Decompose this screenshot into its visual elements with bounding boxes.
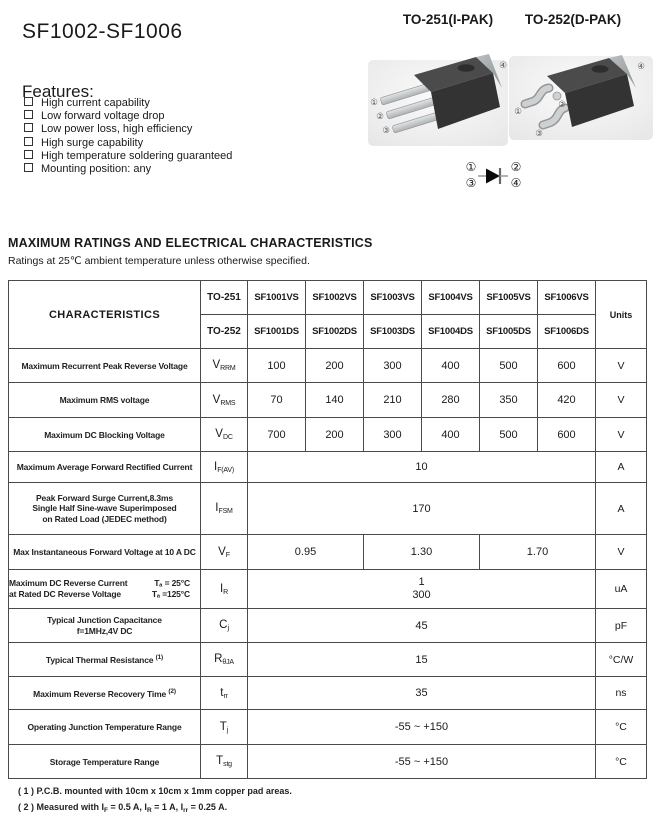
footnote-sub: R	[146, 807, 152, 814]
checkbox-icon	[24, 163, 33, 172]
rating-value: 500	[480, 418, 538, 452]
rating-value: 1.30	[364, 535, 480, 570]
footnote-text: = 1 A, I	[151, 802, 184, 812]
unit-cell: ns	[596, 677, 647, 710]
units-header-cell: Units	[596, 281, 647, 349]
pin-label-4: ④	[637, 61, 645, 71]
feature-text: High temperature soldering guaranteed	[41, 149, 233, 162]
part-number-cell: SF1002VS	[306, 281, 364, 315]
checkbox-icon	[24, 110, 33, 119]
diode-pin-1: ①	[465, 160, 477, 174]
diode-pin-4: ④	[510, 176, 522, 190]
footnote-sub: rr	[183, 807, 189, 814]
rating-value: -55 ~ +150	[248, 745, 596, 779]
feature-text: Low power loss, high efficiency	[41, 123, 193, 136]
label-line: Peak Forward Surge Current,8.3ms	[36, 492, 173, 503]
part-number-cell: SF1001DS	[248, 315, 306, 349]
feature-text: High surge capability	[41, 136, 144, 149]
section-title: MAXIMUM RATINGS AND ELECTRICAL CHARACTERISTICS	[8, 236, 373, 250]
part-number-cell: SF1005DS	[480, 315, 538, 349]
feature-text: Low forward voltage drop	[41, 110, 165, 123]
pin-label-1: ①	[514, 106, 522, 116]
label-line: Typical Junction Capacitance	[47, 615, 162, 625]
rating-value: 45	[248, 609, 596, 643]
rating-value: 400	[422, 418, 480, 452]
pin-label-2: ②	[558, 99, 566, 109]
rating-value: 500	[480, 349, 538, 383]
feature-text: High current capability	[41, 97, 150, 109]
footnote-sub: F	[104, 807, 108, 814]
symbol-cell	[201, 452, 248, 483]
symbol-cell	[201, 643, 248, 677]
checkbox-icon	[24, 137, 33, 146]
table-row	[9, 677, 647, 710]
symbol-base: I	[215, 502, 219, 514]
symbol-cell	[201, 383, 248, 418]
diode-symbol	[458, 152, 528, 197]
value-line: 1	[418, 576, 425, 588]
symbol-cell	[201, 535, 248, 570]
rating-value: 0.95	[248, 535, 364, 570]
label-line: on Rated Load (JEDEC method)	[42, 513, 167, 524]
symbol-sub: F	[225, 551, 230, 559]
table-row	[9, 383, 647, 418]
characteristic-label: Operating Junction Temperature Range	[9, 710, 201, 745]
table-row	[9, 483, 647, 535]
table-row	[9, 452, 647, 483]
feature-item	[24, 123, 232, 136]
package-cell: TO-252	[201, 315, 248, 349]
pin-label-2: ②	[376, 111, 384, 121]
checkbox-icon	[24, 150, 33, 159]
to251-dimple	[458, 64, 475, 72]
symbol-cell	[201, 570, 248, 609]
characteristics-header-cell: CHARACTERISTICS	[9, 281, 201, 349]
package-title-to252: TO-252(D-PAK)	[524, 12, 622, 27]
symbol-sub: RMS	[220, 399, 236, 407]
symbol-sub: RRM	[220, 365, 236, 372]
characteristic-label	[9, 677, 201, 710]
to252-dimple	[592, 65, 609, 73]
symbol-cell	[201, 418, 248, 452]
part-number-cell: SF1004VS	[422, 281, 480, 315]
label-text: Typical Thermal Resistance	[45, 655, 154, 665]
label-line	[9, 589, 200, 600]
pin-label-3: ③	[535, 128, 543, 138]
table-row	[9, 418, 647, 452]
symbol-sub: j	[226, 726, 229, 734]
unit-cell: V	[596, 383, 647, 418]
feature-item	[24, 110, 232, 123]
features-heading: Features:	[22, 82, 94, 101]
unit-cell: pF	[596, 609, 647, 643]
symbol-sub: stg	[223, 761, 232, 768]
rating-value: 140	[306, 383, 364, 418]
symbol-sub: DC	[222, 434, 233, 441]
symbol-cell	[201, 710, 248, 745]
table-header-row	[9, 281, 647, 315]
diode-pin-3: ③	[465, 176, 477, 190]
symbol-base: T	[216, 755, 224, 767]
label-text: Maximum Reverse Recovery Time	[33, 688, 167, 699]
part-number-cell: SF1003DS	[364, 315, 422, 349]
part-number-cell: SF1002DS	[306, 315, 364, 349]
label-text: Maximum DC Reverse Current	[9, 578, 128, 588]
label-line: f=1MHz,4V DC	[76, 625, 133, 636]
rating-value: 170	[248, 483, 596, 535]
footnotes	[18, 783, 292, 819]
condition-text: Tₐ = 25°C	[154, 578, 190, 588]
pin-label-3: ③	[382, 125, 390, 135]
unit-cell: °C	[596, 710, 647, 745]
pin-label-1: ①	[370, 97, 378, 107]
unit-cell: V	[596, 349, 647, 383]
characteristic-label	[9, 483, 201, 535]
footnote-1: ( 1 ) P.C.B. mounted with 10cm x 10cm x 1mm copper pad areas.	[18, 786, 292, 796]
diode-pin-2: ②	[510, 160, 522, 174]
rating-value: 300	[364, 418, 422, 452]
unit-cell: A	[596, 483, 647, 535]
symbol-sub: rr	[223, 692, 228, 700]
part-number-cell: SF1005VS	[480, 281, 538, 315]
characteristic-label: Storage Temperature Range	[9, 745, 201, 779]
rating-value: 280	[422, 383, 480, 418]
symbol-cell	[201, 609, 248, 643]
symbol-sub: θJA	[222, 659, 234, 666]
unit-cell: A	[596, 452, 647, 483]
value-line: 300	[412, 589, 431, 601]
pin-label-4: ④	[499, 60, 507, 70]
symbol-cell	[201, 483, 248, 535]
rating-value: 350	[480, 383, 538, 418]
rating-value: 700	[248, 418, 306, 452]
footnote-ref: (1)	[155, 654, 164, 661]
characteristic-label: Maximum Recurrent Peak Reverse Voltage	[9, 349, 201, 383]
symbol-base: V	[212, 359, 221, 371]
footnote-ref: (2)	[168, 687, 176, 695]
table-row	[9, 535, 647, 570]
characteristic-label	[9, 570, 201, 609]
table-row	[9, 349, 647, 383]
characteristic-label: Max Instantaneous Forward Voltage at 10 A DC	[9, 535, 201, 570]
unit-cell: V	[596, 535, 647, 570]
table-row	[9, 745, 647, 779]
table-row	[9, 609, 647, 643]
diode-triangle-icon	[486, 169, 500, 184]
characteristic-label: Maximum DC Blocking Voltage	[9, 418, 201, 452]
symbol-sub: R	[223, 588, 229, 596]
rating-value: 200	[306, 349, 364, 383]
rating-value: 200	[306, 418, 364, 452]
section-subtitle: Ratings at 25℃ ambient temperature unless otherwise specified.	[8, 255, 310, 267]
unit-cell: V	[596, 418, 647, 452]
label-text: at Rated DC Reverse Voltage	[9, 589, 121, 599]
symbol-sub: F(AV)	[217, 466, 234, 474]
features-list	[24, 97, 232, 176]
symbol-sub: FSM	[218, 508, 233, 515]
feature-text: Mounting position: any	[41, 163, 152, 176]
symbol-base: V	[212, 393, 221, 406]
rating-value: -55 ~ +150	[248, 710, 596, 745]
part-number-cell: SF1006DS	[538, 315, 596, 349]
part-number-cell: SF1003VS	[364, 281, 422, 315]
rating-value: 100	[248, 349, 306, 383]
footnote-text: ( 2 ) Measured with I	[18, 802, 105, 812]
checkbox-icon	[24, 123, 33, 132]
symbol-base: T	[219, 720, 227, 733]
ratings-table	[8, 280, 647, 779]
part-number-cell: SF1001VS	[248, 281, 306, 315]
symbol-base: V	[215, 428, 223, 440]
rating-value: 15	[248, 643, 596, 677]
table-row	[9, 643, 647, 677]
symbol-base: V	[218, 545, 226, 558]
rating-value: 420	[538, 383, 596, 418]
rating-value: 600	[538, 349, 596, 383]
rating-value	[248, 570, 596, 609]
part-number-cell: SF1006VS	[538, 281, 596, 315]
characteristic-label: Maximum RMS voltage	[9, 383, 201, 418]
symbol-base: I	[214, 460, 218, 473]
unit-cell: uA	[596, 570, 647, 609]
rating-value: 1.70	[480, 535, 596, 570]
label-line	[9, 578, 200, 589]
rating-value: 70	[248, 383, 306, 418]
symbol-base: C	[219, 619, 228, 631]
package-title-to251: TO-251(I-PAK)	[402, 12, 494, 27]
rating-value: 210	[364, 383, 422, 418]
condition-text: Tₐ =125°C	[151, 589, 190, 599]
feature-item	[24, 163, 232, 176]
to251-package-photo	[366, 42, 510, 148]
to252-package-photo	[505, 44, 657, 146]
characteristic-label	[9, 643, 201, 677]
part-number-cell: SF1004DS	[422, 315, 480, 349]
symbol-base: t	[220, 686, 224, 699]
footnote-text: = 0.25 A.	[188, 802, 228, 812]
feature-item	[24, 137, 232, 150]
symbol-sub: j	[227, 625, 229, 632]
symbol-cell	[201, 677, 248, 710]
feature-item	[24, 150, 232, 163]
package-cell: TO-251	[201, 281, 248, 315]
unit-cell: °C/W	[596, 643, 647, 677]
rating-value: 300	[364, 349, 422, 383]
symbol-cell	[201, 349, 248, 383]
table-row	[9, 570, 647, 609]
symbol-base: I	[219, 582, 224, 595]
feature-item	[24, 97, 232, 110]
footnote-2	[18, 799, 292, 819]
rating-value: 600	[538, 418, 596, 452]
symbol-cell	[201, 745, 248, 779]
rating-value: 35	[248, 677, 596, 710]
rating-value: 10	[248, 452, 596, 483]
rating-value: 400	[422, 349, 480, 383]
unit-cell: °C	[596, 745, 647, 779]
checkbox-icon	[24, 97, 33, 106]
label-line: Single Half Sine-wave Superimposed	[32, 503, 177, 514]
footnote-text: = 0.5 A, I	[108, 802, 147, 812]
characteristic-label	[9, 609, 201, 643]
page-title: SF1002-SF1006	[22, 20, 183, 43]
characteristic-label: Maximum Average Forward Rectified Current	[9, 452, 201, 483]
table-row	[9, 710, 647, 745]
symbol-base: R	[214, 653, 223, 665]
